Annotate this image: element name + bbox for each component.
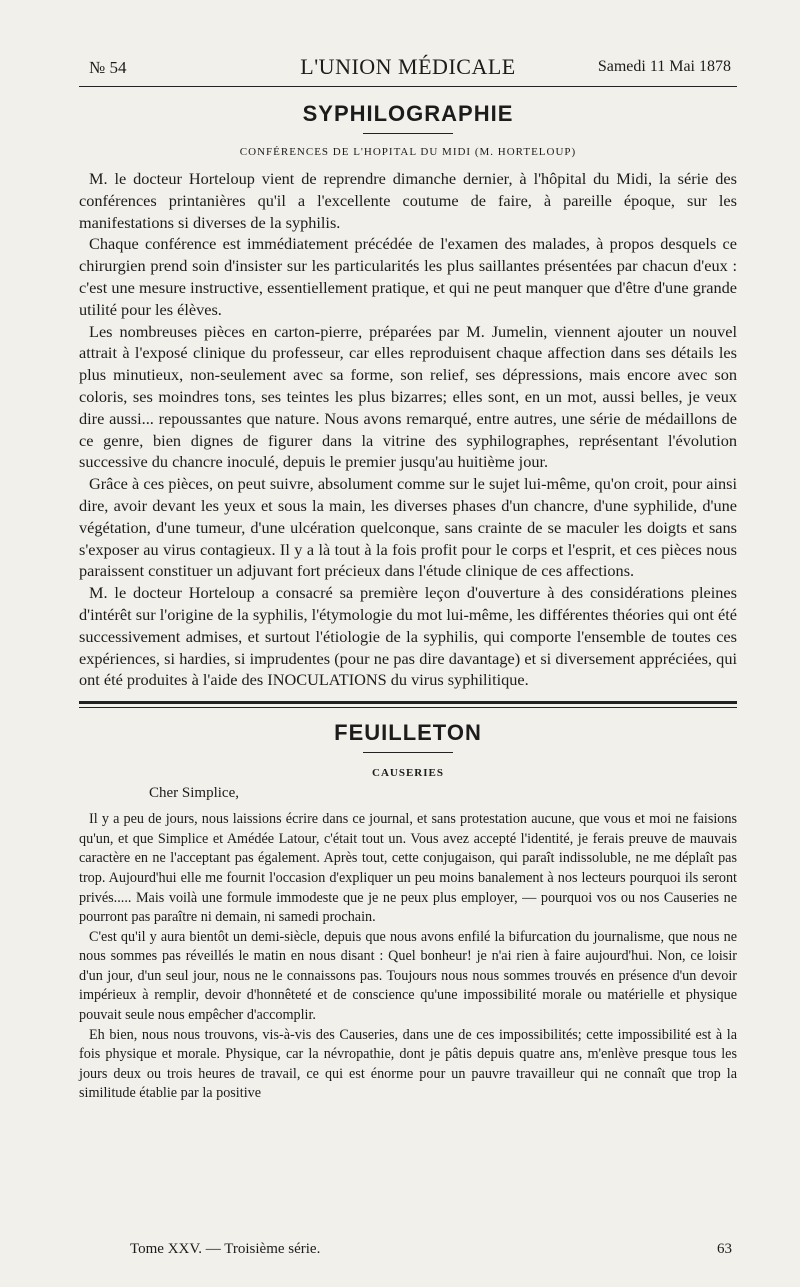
article-paragraph: Chaque conférence est immédiatement précédée de l'examen des malades, à propos desquels ce chirurgien prend soin d'insister sur les particularités les plus saillantes présentées par chacun d'eux : c'est une mesure instructive, essentiellement pratique, et qui ne peut manquer que d'être d'une grande utilité pour les élèves. — [79, 234, 737, 319]
feuilleton-paragraph: Eh bien, nous nous trouvons, vis-à-vis des Causeries, dans une de ces impossibilités; cette impossibilité est à la fois physique et morale. Physique, car la névropathie, dont je pâtis depuis quatre ans, m'enlève presque tous les jours deux ou trois heures de travail, ce qui est énorme pour un pauvre travailleur qui ne connaît que trop la similitude établie par la positive — [79, 1026, 737, 1102]
article-paragraph: Grâce à ces pièces, on peut suivre, absolument comme sur le sujet lui-même, qu'on croit, pour ainsi dire, avoir devant les yeux et sous la main, les diverses phases d'un chancre, d'une syphilide, d'une végétation, d'une tumeur, d'une ulcération quelconque, sans crainte de se maculer les doigts et sans s'exposer au virus contagieux. Il y a là tout à la fois profit pour le corps et l'esprit, et ces pièces nous paraissent constituer un adjuvant fort précieux dans l'étude clinique de ces affections. — [79, 474, 737, 581]
article-paragraph: Les nombreuses pièces en carton-pierre, préparées par M. Jumelin, viennent ajouter un nouvel attrait à l'exposé clinique du professeur, car elles reproduisent chaque affection dans ses détails les plus minutieux, non-seulement avec sa forme, son relief, ses dépressions, mais encore avec son coloris, ses moindres tons, ses teintes les plus bizarres; elles sont, en un mot, aussi belles, je veux dire aussi... repoussantes que nature. Nous avons remarqué, entre autres, une série de médaillons de ce genre, bien dignes de figurer dans la vitrine des syphilographes, représentant l'évolution successive du chancre inoculé, depuis le premier jusqu'au huitième jour. — [79, 321, 737, 472]
feuilleton-separator — [79, 701, 737, 708]
title-rule — [363, 133, 453, 134]
journal-title: L'UNION MÉDICALE — [300, 54, 516, 79]
volume-info: Tome XXV. — Troisième série. — [130, 1241, 321, 1257]
section-title: SYPHILOGRAPHIE — [302, 101, 514, 126]
header-rule — [79, 86, 737, 87]
feuilleton-body — [79, 810, 737, 1104]
feuilleton-paragraph: Il y a peu de jours, nous laissions écrire dans ce journal, et sans protestation aucune, que vous et moi ne faisions qu'un, et que Simplice et Amédée Latour, c'était tout un. Vous avez accepté l'identité, je ferais preuve de mauvais caractère en ne l'acceptant pas également. Après tout, cette conjugaison, qui paraît indissoluble, ne me déplaît pas trop. Aujourd'hui elle me fournit l'occasion d'expliquer un peu moins banalement à nos lecteurs pourquoi ils seront privés..... Mais voilà une formule immodeste que je ne peux plus employer, — pourquoi vos ou nos Causeries ne pourront pas paraître ni demain, ni samedi prochain. — [79, 811, 737, 926]
running-header — [79, 52, 737, 86]
newspaper-page — [79, 52, 737, 1104]
page-number: 63 — [717, 1241, 732, 1257]
feuilleton-subtitle: CAUSERIES — [372, 767, 444, 780]
section-subtitle: CONFÉRENCES DE L'HOPITAL DU MIDI (M. HORTELOUP) — [239, 146, 577, 158]
feuilleton-rule — [363, 752, 453, 753]
salutation: Cher Simplice, — [149, 785, 239, 802]
article-body — [79, 168, 737, 691]
article-paragraph: M. le docteur Horteloup a consacré sa première leçon d'ouverture à des considérations pleines d'intérêt sur l'origine de la syphilis, l'étymologie du mot lui-même, les différentes théories qui ont été successivement admises, et surtout l'étiologie de la syphilis, qui comporte l'ensemble de toutes ces expériences, si hardies, si imprudentes (pour ne pas dire davantage) et si diversement appréciées, qui ont été produites à l'aide des INOCULATIONS du virus syphilitique. — [79, 583, 737, 690]
feuilleton-title: FEUILLETON — [334, 720, 482, 746]
feuilleton-paragraph: C'est qu'il y aura bientôt un demi-siècle, depuis que nous avons enfilé la bifurcation du journalisme, que nous ne nous sommes pas réveillés le matin en nous disant : Quel bonheur! je n'ai rien à faire aujourd'hui. Non, ce loisir d'un jour, d'un seul jour, nous ne le connaissons pas. Toujours nous nous sommes trouvés en présence d'un devoir impérieux à remplir, devoir d'honnêteté et de conscience qu'une impossibilité morale ou matérielle et physique pouvait seule nous empêcher d'accomplir. — [79, 928, 737, 1024]
issue-date: Samedi 11 Mai 1878 — [597, 58, 731, 75]
article-paragraph: M. le docteur Horteloup vient de reprendre dimanche dernier, à l'hôpital du Midi, la série des conférences printanières qu'il a l'excellente coutume de faire, à pareille époque, sur les manifestations si diverses de la syphilis. — [79, 169, 737, 232]
issue-number: № 54 — [89, 58, 127, 77]
